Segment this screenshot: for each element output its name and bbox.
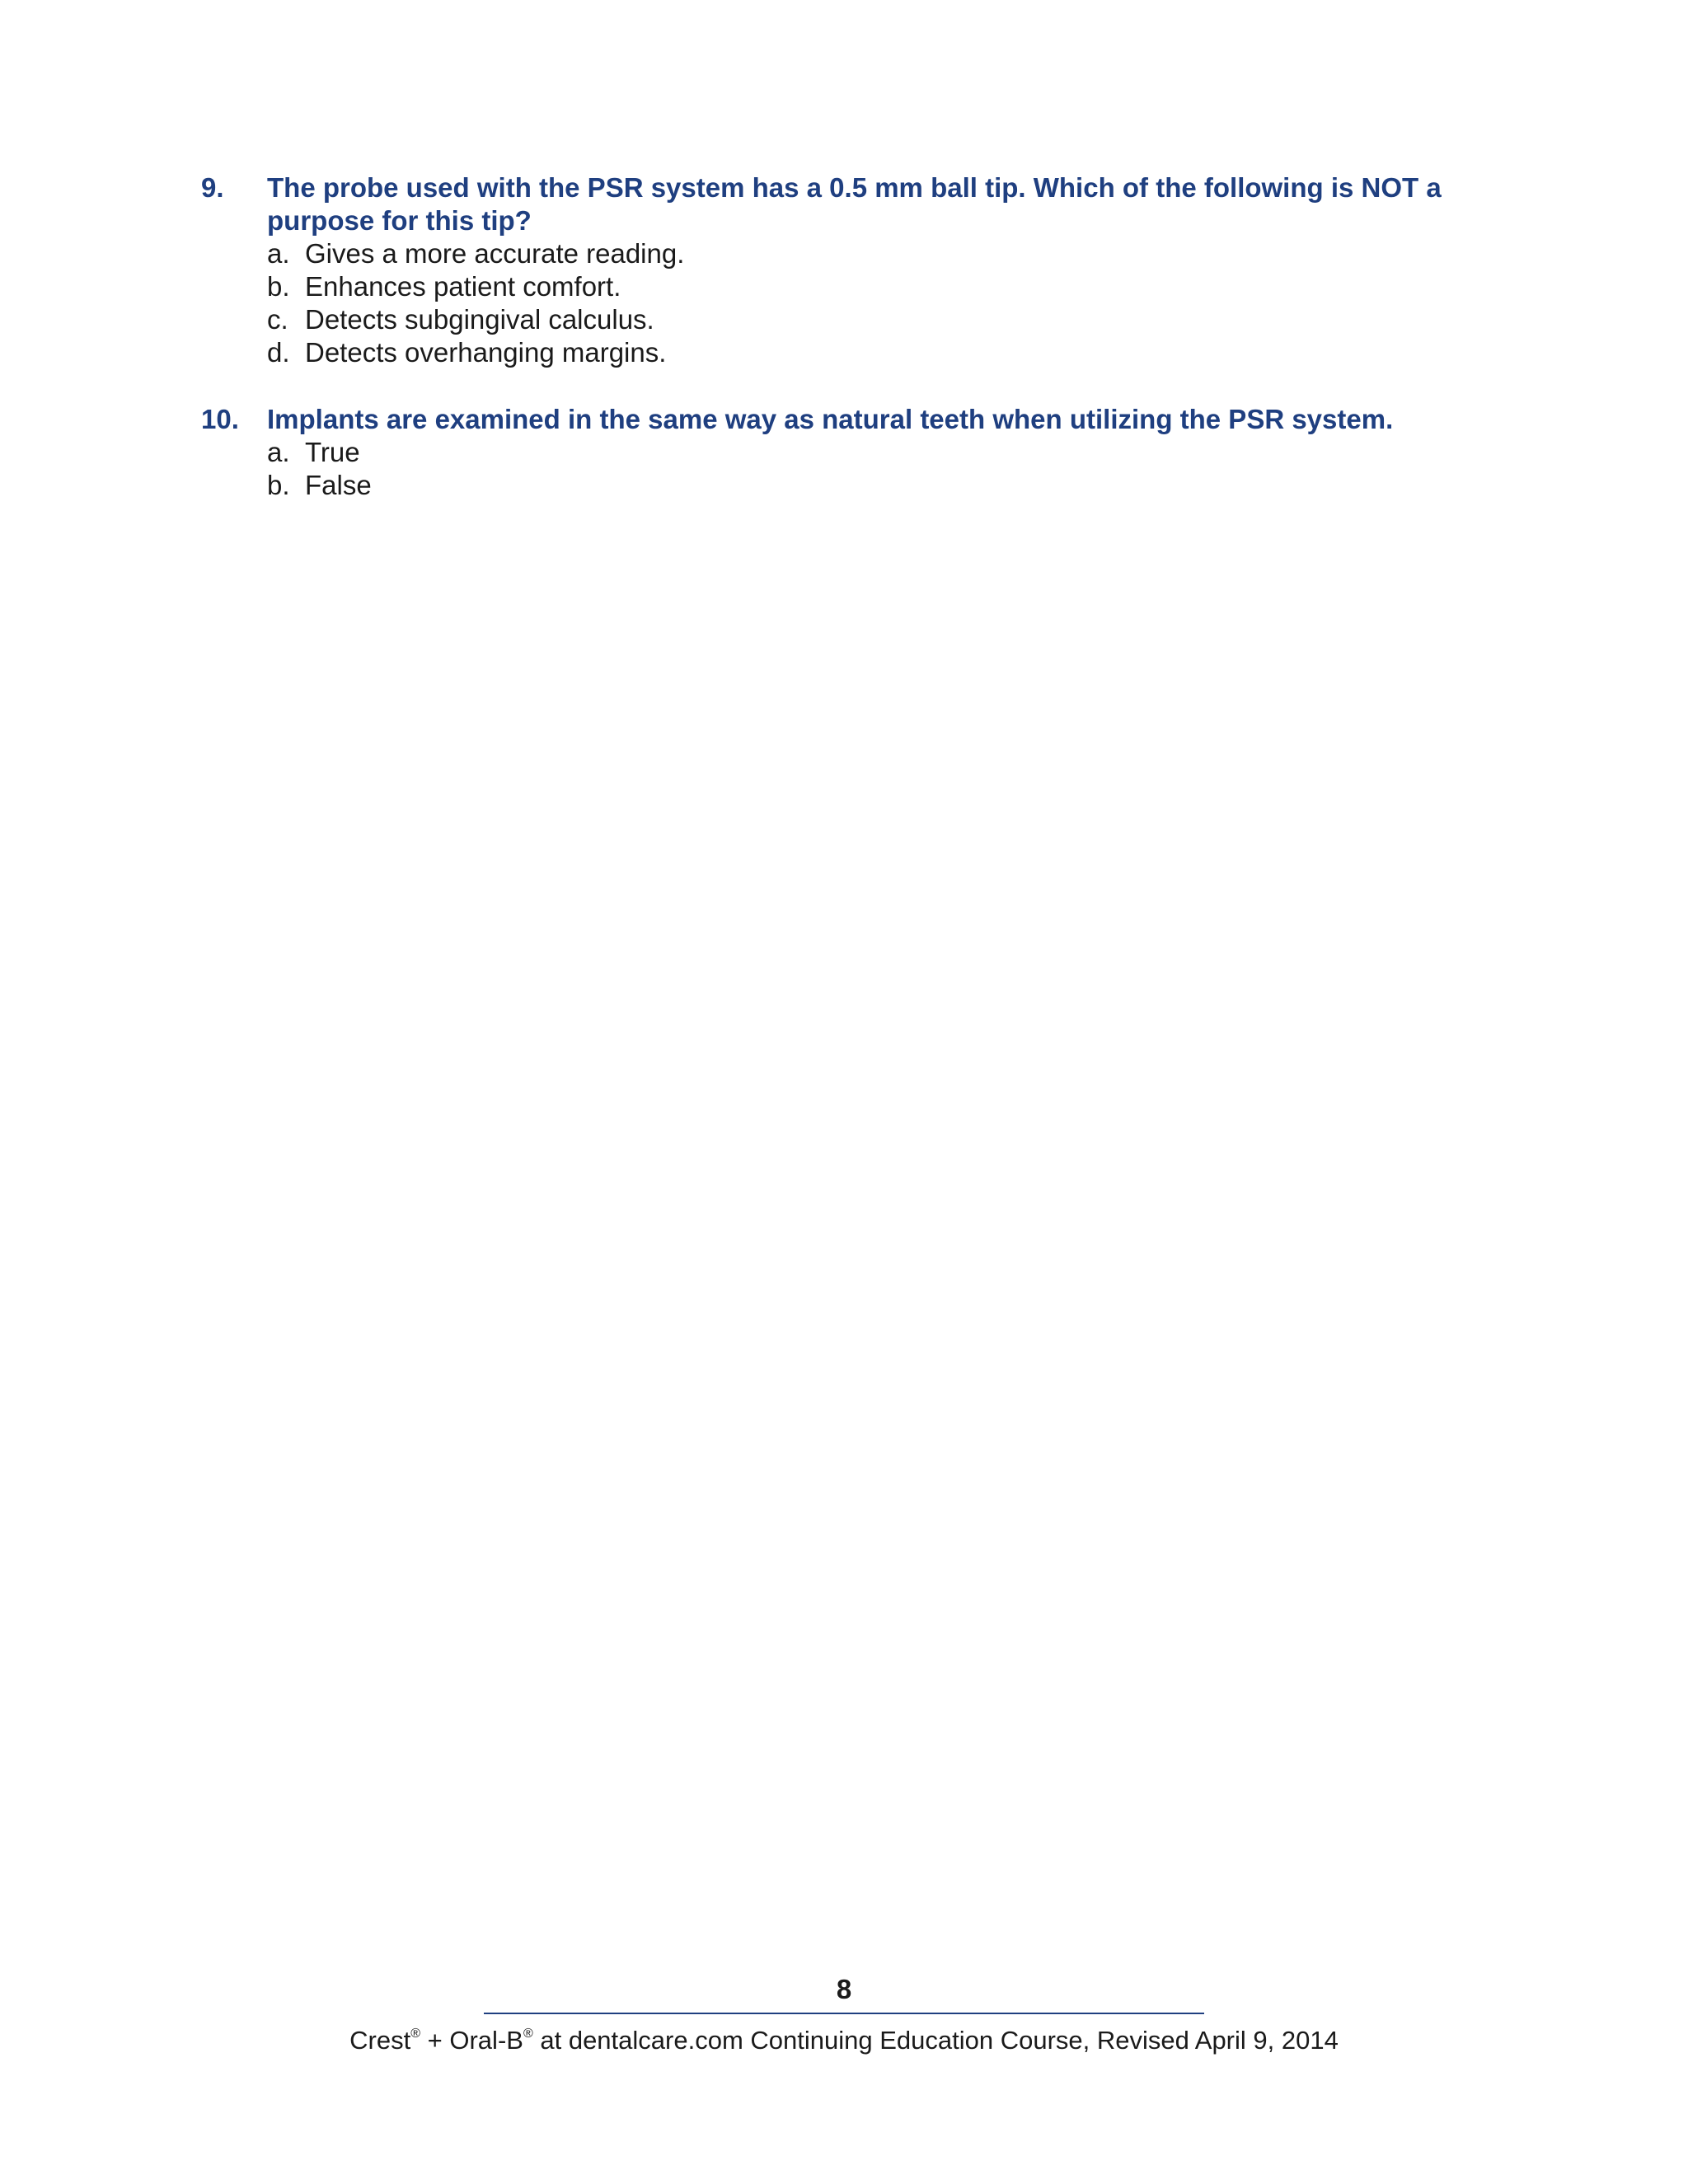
answer-letter: a.: [267, 437, 290, 467]
credit-text: at dentalcare.com Continuing Education Course, Revised April 9, 2014: [532, 2026, 1339, 2055]
answer-letter: b.: [267, 271, 290, 302]
question-10: [201, 403, 1512, 502]
answer-text: False: [305, 470, 372, 500]
answer-letter: d.: [267, 337, 290, 368]
question-number: 9.: [201, 172, 224, 203]
answer-option: [267, 336, 1512, 369]
question-text: Implants are examined in the same way as natural teeth when utilizing the PSR system.: [267, 404, 1394, 434]
question-number: 10.: [201, 404, 239, 434]
answer-letter: c.: [267, 304, 288, 335]
question-text: The probe used with the PSR system has a 0.5 mm ball tip. Which of the following is NOT a purpose for this tip?: [267, 172, 1442, 236]
answer-text: True: [305, 437, 360, 467]
brand-joiner: +: [420, 2026, 450, 2055]
answer-text: Detects overhanging margins.: [305, 337, 667, 368]
answer-option: [267, 303, 1512, 336]
page-footer: [0, 1973, 1688, 2057]
answer-letter: a.: [267, 238, 290, 269]
brand-crest: Crest: [349, 2026, 411, 2055]
answer-list: [267, 237, 1512, 369]
answer-option: [267, 469, 1512, 502]
question-9: [201, 171, 1512, 369]
answer-text: Gives a more accurate reading.: [305, 238, 685, 269]
answer-letter: b.: [267, 470, 290, 500]
footer-credit: [0, 2024, 1688, 2057]
question-10-heading: [201, 403, 1512, 436]
answer-list: [267, 436, 1512, 502]
question-9-heading: [201, 171, 1512, 237]
footer-divider: [484, 2013, 1204, 2014]
answer-option: [267, 436, 1512, 469]
answer-text: Detects subgingival calculus.: [305, 304, 654, 335]
answer-text: Enhances patient comfort.: [305, 271, 621, 302]
registered-mark: ®: [523, 2027, 533, 2041]
page-number: 8: [836, 1974, 852, 2004]
answer-option: [267, 270, 1512, 303]
registered-mark: ®: [410, 2027, 421, 2041]
brand-oral-b: Oral-B: [449, 2026, 523, 2055]
answer-option: [267, 237, 1512, 270]
